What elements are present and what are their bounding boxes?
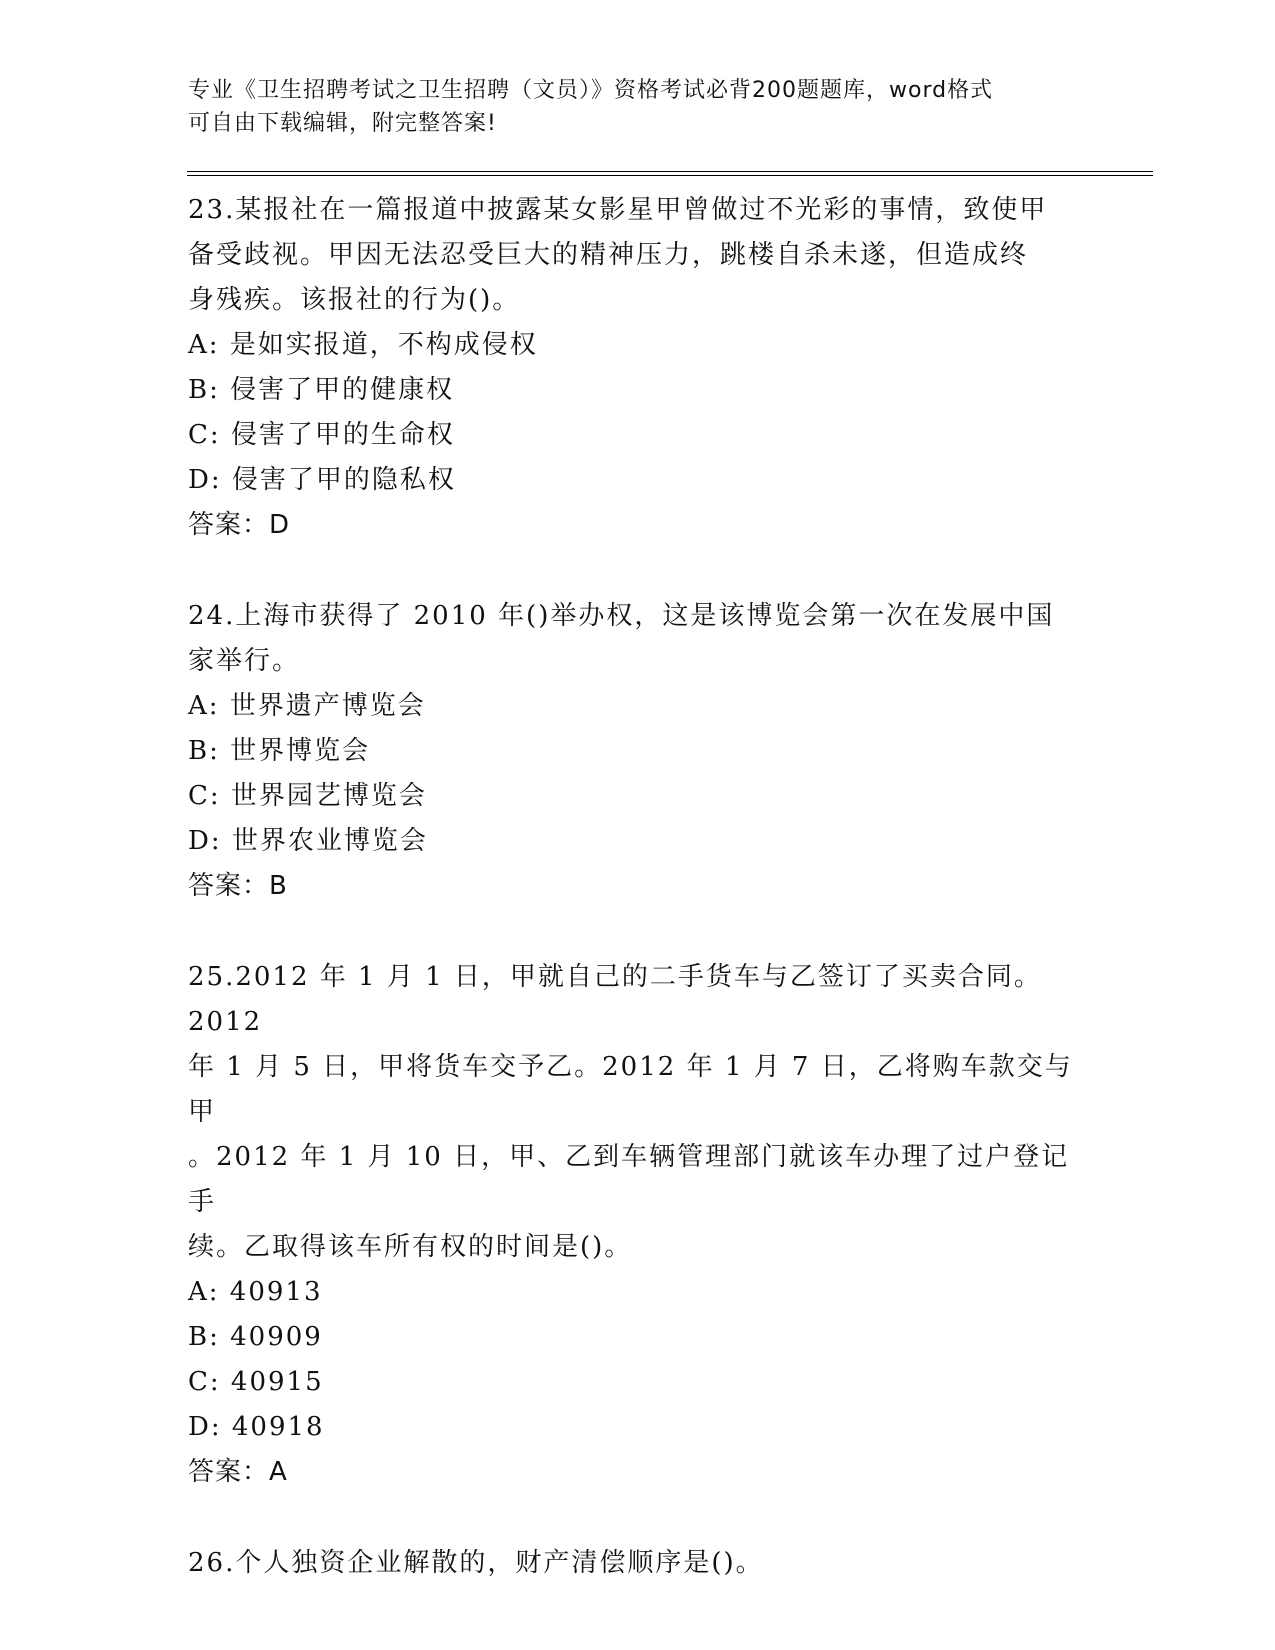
answer: 答案：D [188, 510, 291, 540]
question-text: 身残疾。该报社的行为()。 [188, 285, 521, 315]
header-line-2: 可自由下载编辑，附完整答案! [188, 111, 497, 136]
header-divider-top [187, 171, 1153, 172]
option-d: D: 40918 [188, 1412, 325, 1442]
question-list [188, 188, 1088, 1632]
option-b: B: 40909 [188, 1322, 323, 1352]
option-a: A: 是如实报道，不构成侵权 [188, 330, 538, 360]
question-text: 26.个人独资企业解散的，财产清偿顺序是()。 [188, 1548, 764, 1578]
option-c: C: 40915 [188, 1367, 324, 1397]
option-c: C: 世界园艺博览会 [188, 781, 427, 811]
question-text: 24.上海市获得了 2010 年()举办权，这是该博览会第一次在发展中国 [188, 601, 1055, 631]
question-text: 备受歧视。甲因无法忍受巨大的精神压力，跳楼自杀未遂，但造成终 [188, 240, 1029, 270]
header-line-1: 专业《卫生招聘考试之卫生招聘（文员）》资格考试必背200题题库，word格式 [188, 78, 994, 103]
option-b: B: 世界博览会 [188, 736, 371, 766]
question-25 [188, 955, 1088, 1495]
answer: 答案：B [188, 871, 288, 901]
option-d: D: 世界农业博览会 [188, 826, 428, 856]
header-divider-bottom [187, 175, 1153, 176]
option-b: B: 侵害了甲的健康权 [188, 375, 455, 405]
answer: 答案：A [188, 1457, 288, 1487]
question-26 [188, 1541, 1088, 1586]
question-text: 家举行。 [188, 646, 301, 676]
option-a: A: 40913 [188, 1277, 323, 1307]
document-header [188, 74, 1088, 140]
question-text: 23.某报社在一篇报道中披露某女影星甲曾做过不光彩的事情，致使甲 [188, 195, 1048, 225]
question-text: 续。乙取得该车所有权的时间是()。 [188, 1232, 633, 1262]
option-a: A: 世界遗产博览会 [188, 691, 426, 721]
question-text: 年 1 月 5 日，甲将货车交予乙。2012 年 1 月 7 日，乙将购车款交与甲 [188, 1052, 1073, 1127]
option-c: C: 侵害了甲的生命权 [188, 420, 455, 450]
question-24 [188, 594, 1088, 909]
question-text: 25.2012 年 1 月 1 日，甲就自己的二手货车与乙签订了买卖合同。2012 [188, 962, 1042, 1037]
question-23 [188, 188, 1088, 548]
option-d: D: 侵害了甲的隐私权 [188, 465, 456, 495]
question-text: 。2012 年 1 月 10 日，甲、乙到车辆管理部门就该车办理了过户登记手 [188, 1142, 1070, 1217]
